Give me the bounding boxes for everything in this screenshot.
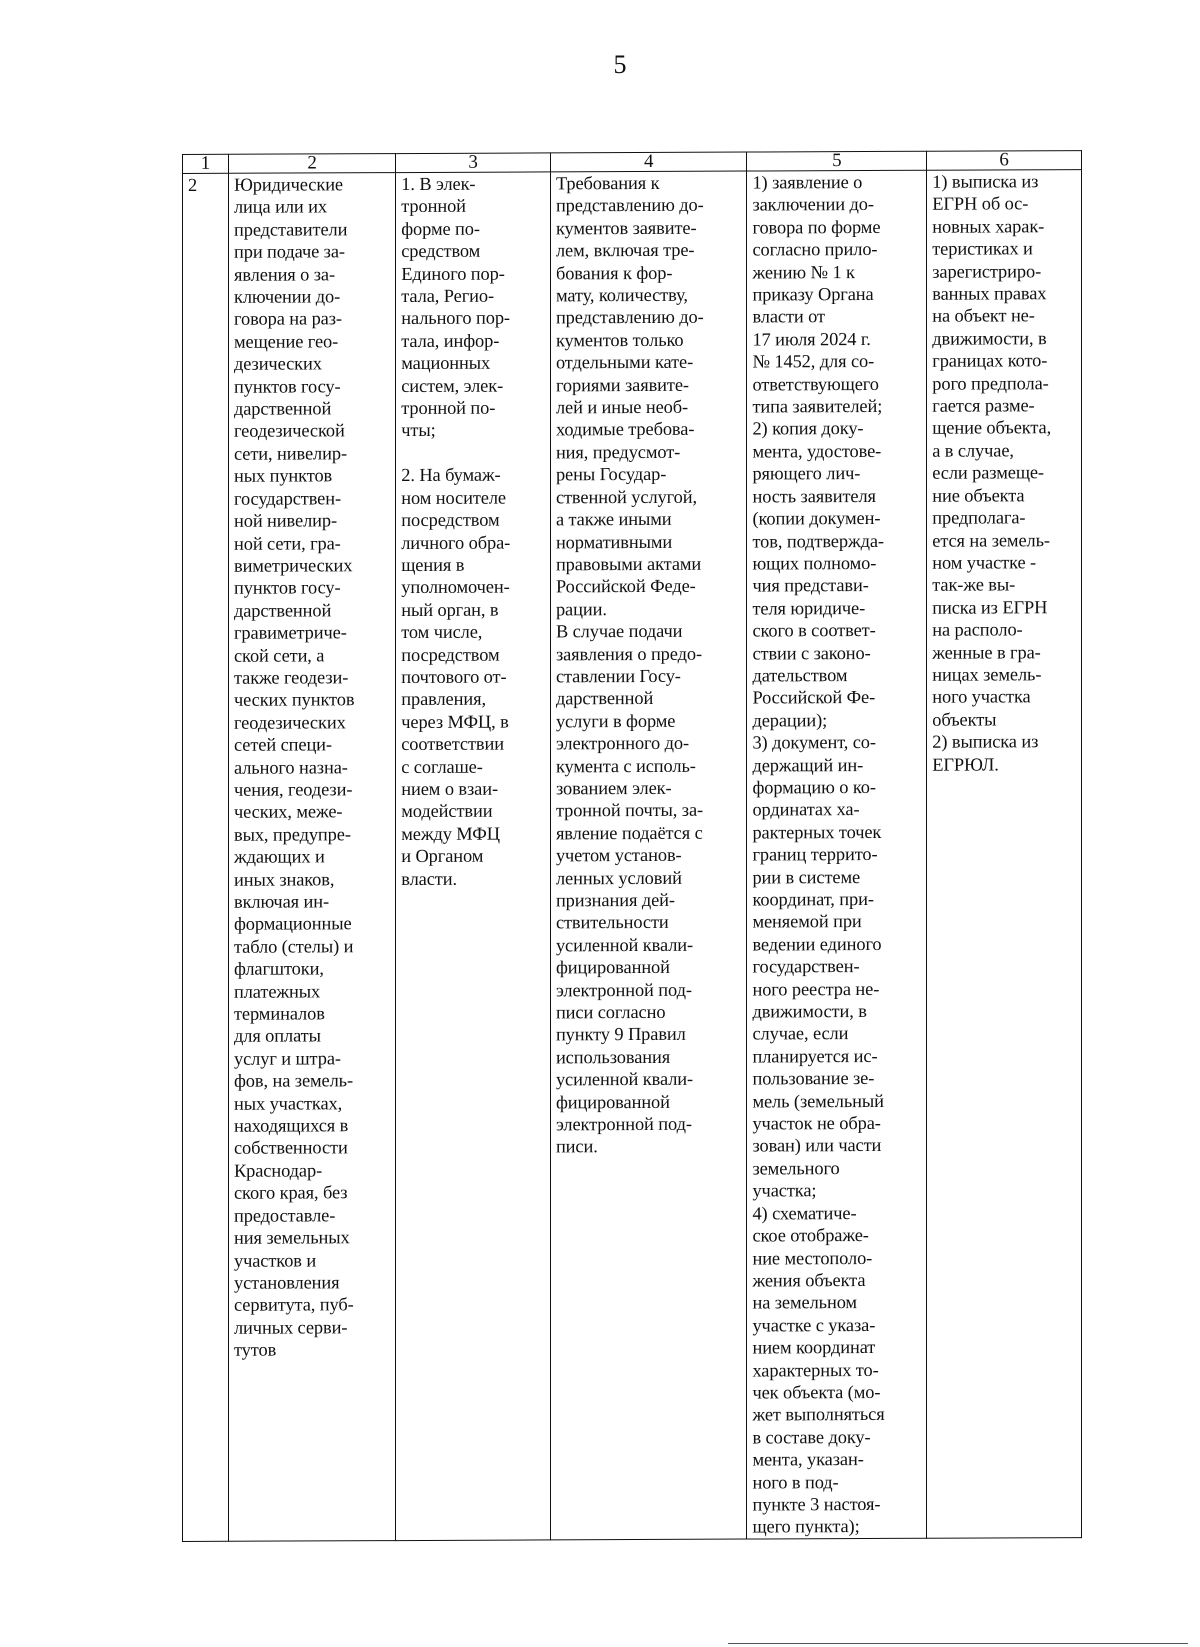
submission-methods-cell [396,172,551,1540]
row-number: 2 [188,174,198,195]
documents-cell [747,170,927,1539]
document-table [182,150,1082,1542]
requirements-text: Требования к представлению до- кументов заявите- лем, включая тре- бования к фор- мату, количеству, представлению до- кументов только отдельными кате- гориями заявите- лей и иные необ- ходимые требова- ния, предусмот- рены Государ- ственной услугой, а также иными нормативными правовыми актами Российской Феде- рации. В случае подачи заявления о предо- ставлении Госу- дарственной услуги в форме электронного до- кумента с исполь- зованием элек- тронной почты, за- явление подаётся с учетом установ- ленных условий признания дей- ствительности усиленной квали- фицированной электронной под- писи согласно пункту 9 Правил использования усиленной квали- фицированной электронной под- писи. [555,172,704,1157]
row-number-cell [183,173,229,1541]
header-col-5: 5 [747,151,927,171]
applicants-cell [228,173,395,1542]
table-row [183,170,1082,1542]
header-col-6: 6 [927,151,1082,171]
applicants-text: Юридические лица или их представители при подаче за- явления о за- ключении до- говора на раз- мещение гео- дезических пунктов госу- дарственной геодезической сети, нивелир- ных пунктов государствен- ной нивелир- ной сети, гра- виметрических пунктов госу- дарственной гравиметриче- ской сети, а также геодези- ческих пунктов геодезических сетей специ- ального назна- чения, геодези- ческих, меже- вых, предупре- ждающих и иных знаков, включая ин- формационные табло (стелы) и флагштоки, платежных терминалов для оплаты услуг и штра- фов, на земель- ных участках, находящихся в собственности Краснодар- ского края, без предоставле- ния земельных участков и установления сервитута, пуб- личных серви- тутов [233,174,355,1360]
page-number: 5 [613,50,627,79]
requirements-cell [550,171,747,1540]
header-col-4: 4 [550,152,747,172]
extracts-text: 1) выписка из ЕГРН об ос- новных харак- теристиках и зарегистриро- ванных правах на объект не- движимости, в границах кото- рого предпола- гается разме- щение объекта, а в случае, если размеще- ние объекта предполага- ется на земель- ном участке - так-же вы- писка из ЕГРН на располо- женные в гра- ницах земель- ного участка объекты 2) выписка из ЕГРЮЛ. [932,171,1052,775]
submission-methods-text: 1. В элек- тронной форме по- средством Единого пор- тала, Регио- нального пор- тала, инфор- мационных систем, элек- тронной по- чты; 2. На бумаж- ном носителе посредством личного обра- щения в уполномочен- ный орган, в том числе, посредством почтового от- правления, через МФЦ, в соответствии с соглаше- нием о взаи- модействии между МФЦ и Органом власти. [401,173,511,889]
footer-rule [728,1643,1188,1644]
header-col-1: 1 [183,154,229,173]
header-col-3: 3 [396,153,551,173]
documents-text: 1) заявление о заключении до- говора по форме согласно прило- жению № 1 к приказу Органа власти от 17 июля 2024 г. № 1452, для со- ответствующего типа заявителей; 2) копия доку- мента, удостове- ряющего лич- ность заявителя (копии докумен- тов, подтвержда- ющих полномо- чия представи- теля юридиче- ского в соответ- ствии с законо- дательством Российской Фе- дерации); 3) документ, со- держащий ин- формацию о ко- ординатах ха- рактерных точек границ террито- рии в системе координат, при- меняемой при ведении единого государствен- ного реестра не- движимости, в случае, если планируется ис- пользование зе- мель (земельный участок не обра- зован) или части земельного участка; 4) схематиче- ское отображе- ние местополо- жения объекта на земельном участке с указа- нием координат характерных то- чек объекта (мо- жет выполняться в составе доку- мента, указан- ного в под- пункте 3 настоя- щего пункта); [752,172,885,1537]
extracts-cell [927,170,1082,1538]
header-col-2: 2 [228,154,395,174]
